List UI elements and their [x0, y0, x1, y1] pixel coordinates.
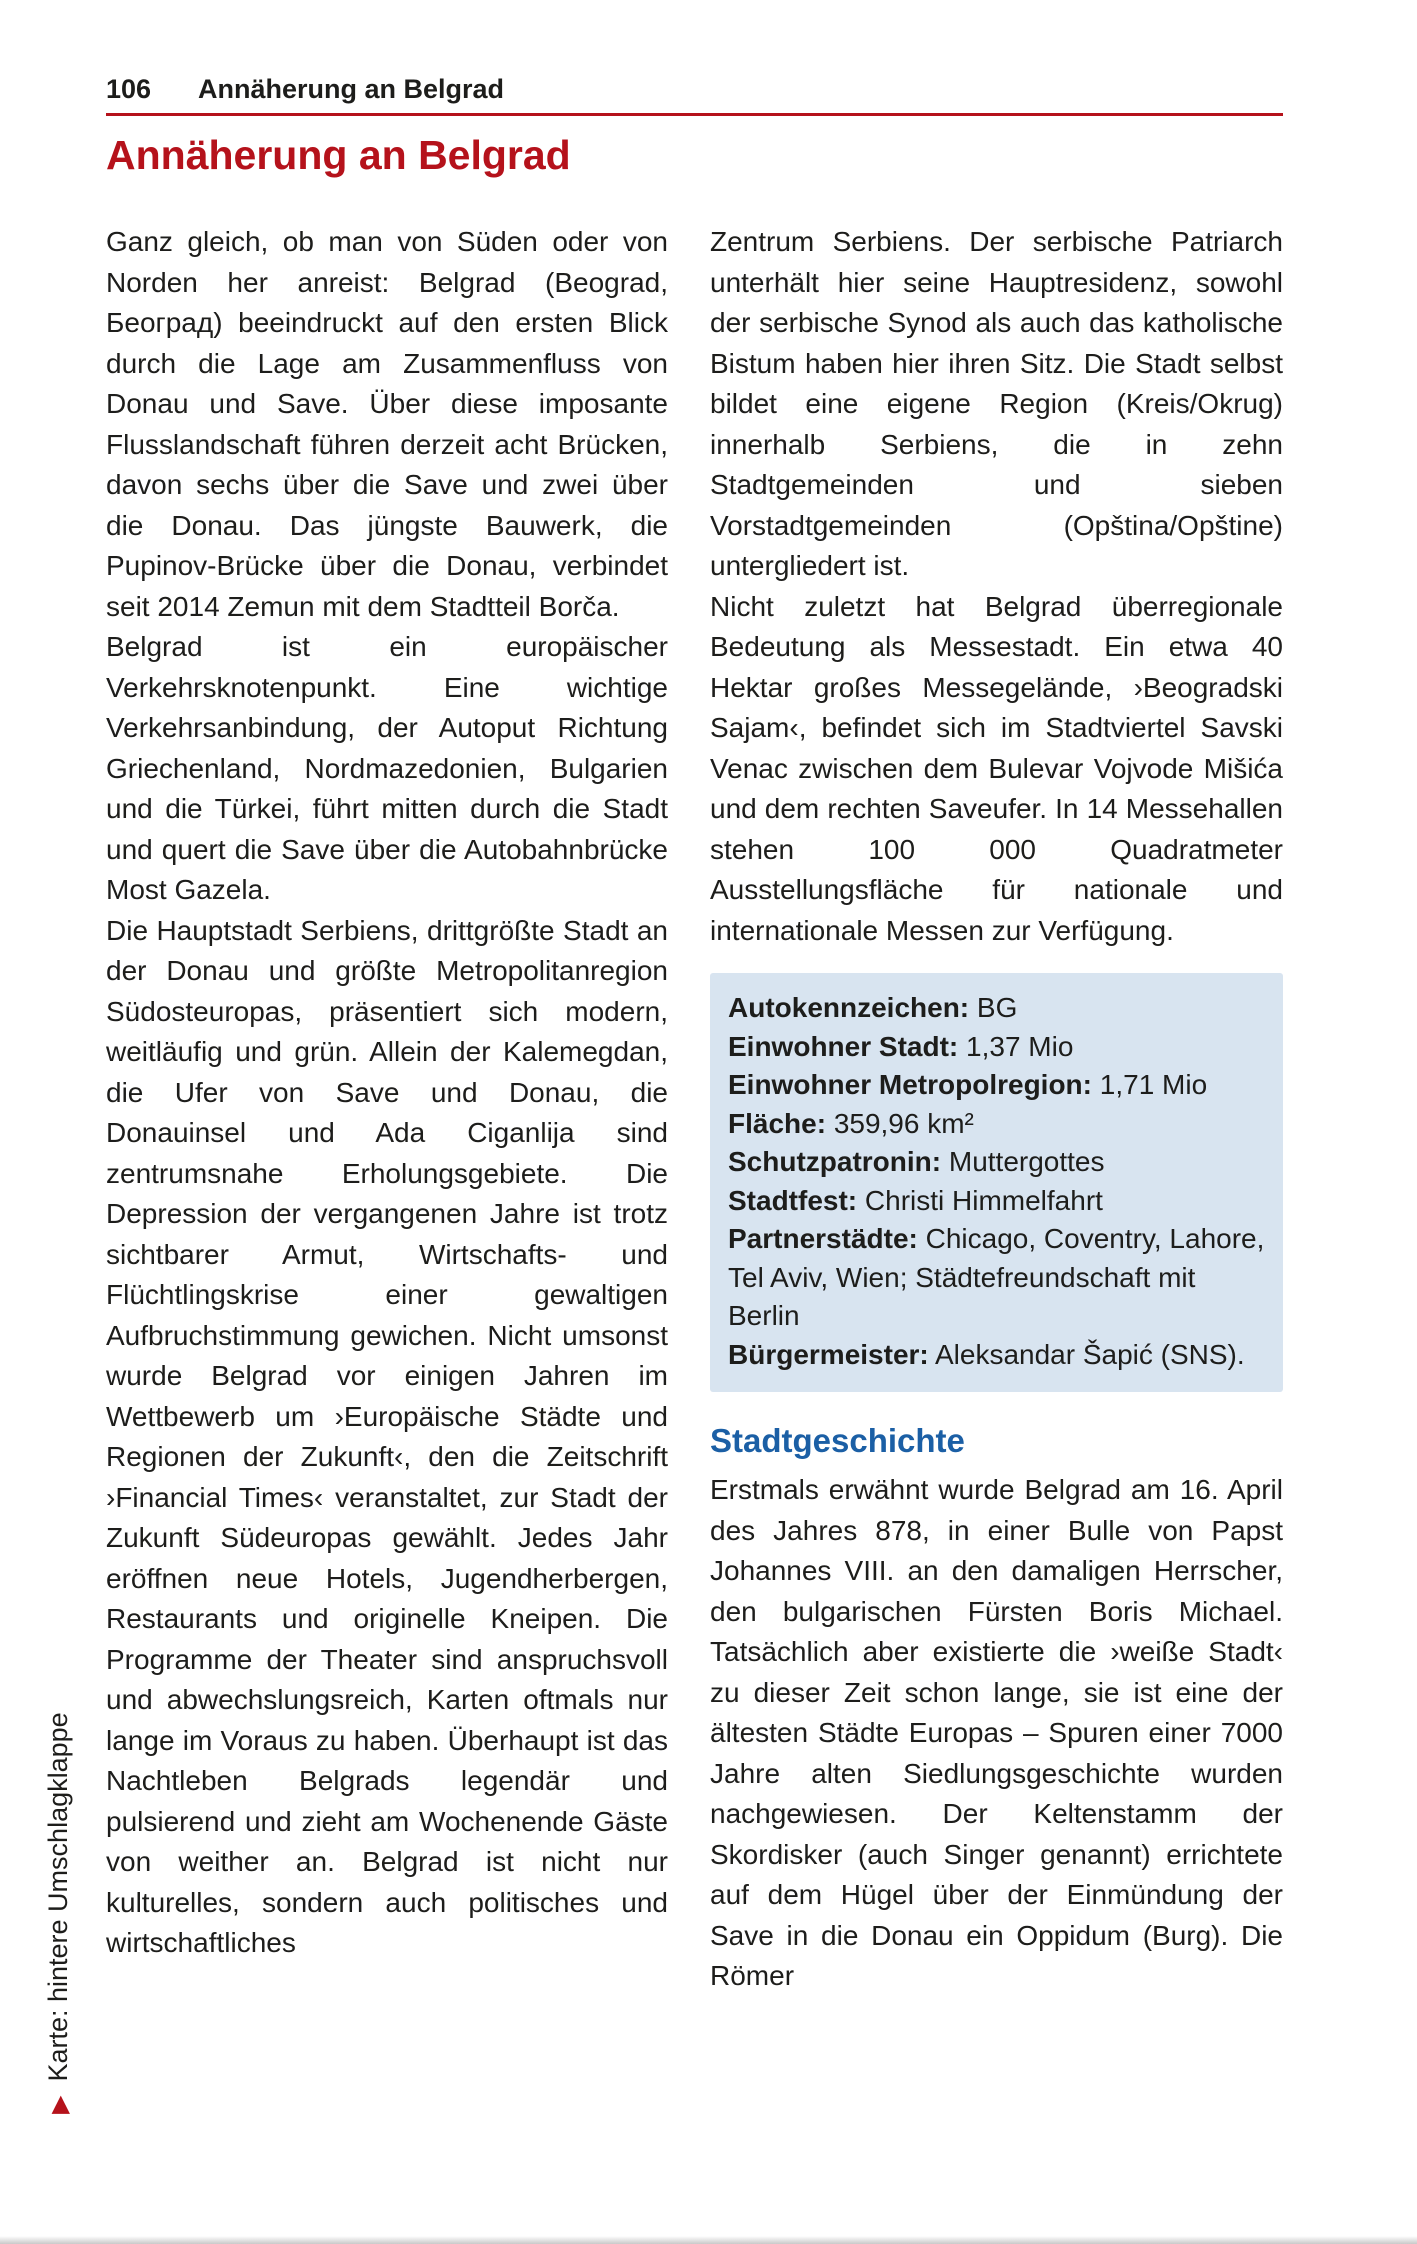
- column-right: [710, 222, 1283, 1997]
- fact-value: BG: [976, 992, 1018, 1023]
- fact-row: [728, 1182, 1265, 1221]
- fact-value: 1,37 Mio: [966, 1030, 1074, 1062]
- page-number: 106: [106, 74, 152, 104]
- fact-label: Partnerstädte:: [728, 1223, 918, 1254]
- body-paragraph: Erstmals erwähnt wurde Belgrad am 16. April des Jahres 878, in einer Bulle von Papst Johannes VIII. an den damaligen Herrscher, den bulgarischen Fürsten Boris Michael. Tatsächlich aber existierte die ›weiße Stadt‹ zu dieser Zeit schon lange, sie ist eine der ältesten Städte Europas – Spuren einer 7000 Jahre alten Siedlungsgeschichte wurden nachgewiesen. Der Keltenstamm der Skordisker (auch Singer genannt) errichtete auf dem Hügel über der Einmündung der Save in die Donau ein Oppidum (Burg). Die Römer: [710, 1474, 1283, 1991]
- fact-label: Bürgermeister:: [728, 1338, 929, 1370]
- header-rule: [106, 113, 1283, 116]
- fact-row: [728, 989, 1265, 1028]
- column-left: [106, 222, 668, 1997]
- fact-value: 359,96 km²: [833, 1107, 974, 1139]
- fact-row: [728, 1336, 1265, 1375]
- body-paragraph: Ganz gleich, ob man von Süden oder von Norden her anreist: Belgrad (Beograd, Београд) beeindruckt auf den ersten Blick durch die Lage am Zusammenfluss von Donau und Save. Über diese imposante Flusslandschaft führen derzeit acht Brücken, davon sechs über die Save und zwei über die Donau. Das jüngste Bauwerk, die Pupinov-Brücke über die Donau, verbindet seit 2014 Zemun mit dem Stadtteil Borča.: [106, 226, 668, 622]
- fact-label: Einwohner Metropolregion:: [728, 1069, 1092, 1100]
- fact-row: [728, 1066, 1265, 1105]
- triangle-icon: ▶: [46, 2095, 73, 2114]
- section-heading: Stadtgeschichte: [710, 1422, 965, 1459]
- running-head-title: Annäherung an Belgrad: [198, 74, 505, 104]
- body-paragraph: Die Hauptstadt Serbiens, drittgrößte Stadt an der Donau und größte Metropolitanregion Südosteuropas, präsentiert sich modern, weitläufig und grün. Allein der Kalemegdan, die Ufer von Save und Donau, die Donauinsel und Ada Ciganlija sind zentrumsnahe Erholungsgebiete. Die Depression der vergangenen Jahre ist trotz sichtbarer Armut, Wirtschafts- und Flüchtlingskrise einer gewaltigen Aufbruchstimmung gewichen. Nicht umsonst wurde Belgrad vor einigen Jahren im Wettbewerb um ›Europäische Städte und Regionen der Zukunft‹, den die Zeitschrift ›Financial Times‹ veranstaltet, zur Stadt der Zukunft Südeuropas gewählt. Jedes Jahr eröffnen neue Hotels, Jugendherbergen, Restaurants und originelle Kneipen. Die Programme der Theater sind anspruchsvoll und abwechslungsreich, Karten oftmals nur lange im Voraus zu haben. Überhaupt ist das Nachtleben Belgrads legendär und pulsierend und zieht am Wochenende Gäste von weither an. Belgrad ist nicht nur kulturelles, sondern auch politisches und wirtschaftliches: [106, 914, 668, 1958]
- fact-label: Einwohner Stadt:: [728, 1030, 959, 1062]
- two-column-body: [106, 222, 1283, 1997]
- fact-row: [728, 1220, 1265, 1336]
- fact-value: Chicago, Coventry, Lahore, Tel Aviv, Wien; Städtefreundschaft mit Berlin: [728, 1223, 1265, 1331]
- fact-value: 1,71 Mio: [1099, 1069, 1208, 1100]
- map-margin-note-text: Karte: hintere Umschlagklappe: [43, 1712, 73, 2082]
- body-paragraph: Belgrad ist ein europäischer Verkehrsknotenpunkt. Eine wichtige Verkehrsanbindung, der Autoput Richtung Griechenland, Nordmazedonien, Bulgarien und die Türkei, führt mitten durch die Stadt und quert die Save über die Autobahnbrücke Most Gazela.: [106, 631, 668, 905]
- fact-value: Christi Himmelfahrt: [864, 1184, 1103, 1216]
- map-margin-note: [42, 1712, 76, 2114]
- fact-value: Aleksandar Šapić (SNS).: [934, 1338, 1245, 1370]
- fact-row: [728, 1105, 1265, 1144]
- fact-row: [728, 1143, 1265, 1182]
- running-head: [106, 0, 1283, 105]
- body-paragraph: Zentrum Serbiens. Der serbische Patriarch unterhält hier seine Hauptresidenz, sowohl der serbische Synod als auch das katholische Bistum haben hier ihren Sitz. Die Stadt selbst bildet eine eigene Region (Kreis/Okrug) innerhalb Serbiens, die in zehn Stadtgemeinden und sieben Vorstadtgemeinden (Opština/Opštine) untergliedert ist.: [710, 226, 1283, 581]
- page-title: Annäherung an Belgrad: [106, 132, 571, 178]
- fact-row: [728, 1028, 1265, 1067]
- fact-label: Fläche:: [728, 1107, 827, 1139]
- page-bottom-edge: [0, 2236, 1417, 2244]
- fact-label: Schutzpatronin:: [728, 1146, 942, 1177]
- body-paragraph: Nicht zuletzt hat Belgrad überregionale Bedeutung als Messestadt. Ein etwa 40 Hektar großes Messegelände, ›Beogradski Sajam‹, befindet sich im Stadtviertel Savski Venac zwischen dem Bulevar Vojvode Mišića und dem rechten Saveufer. In 14 Messehallen stehen 100 000 Quadratmeter Ausstellungsfläche für nationale und internationale Messen zur Verfügung.: [710, 590, 1283, 946]
- fact-label: Stadtfest:: [728, 1184, 858, 1216]
- fact-label: Autokennzeichen:: [728, 992, 970, 1023]
- city-facts-box: [710, 973, 1283, 1392]
- fact-value: Muttergottes: [948, 1146, 1105, 1177]
